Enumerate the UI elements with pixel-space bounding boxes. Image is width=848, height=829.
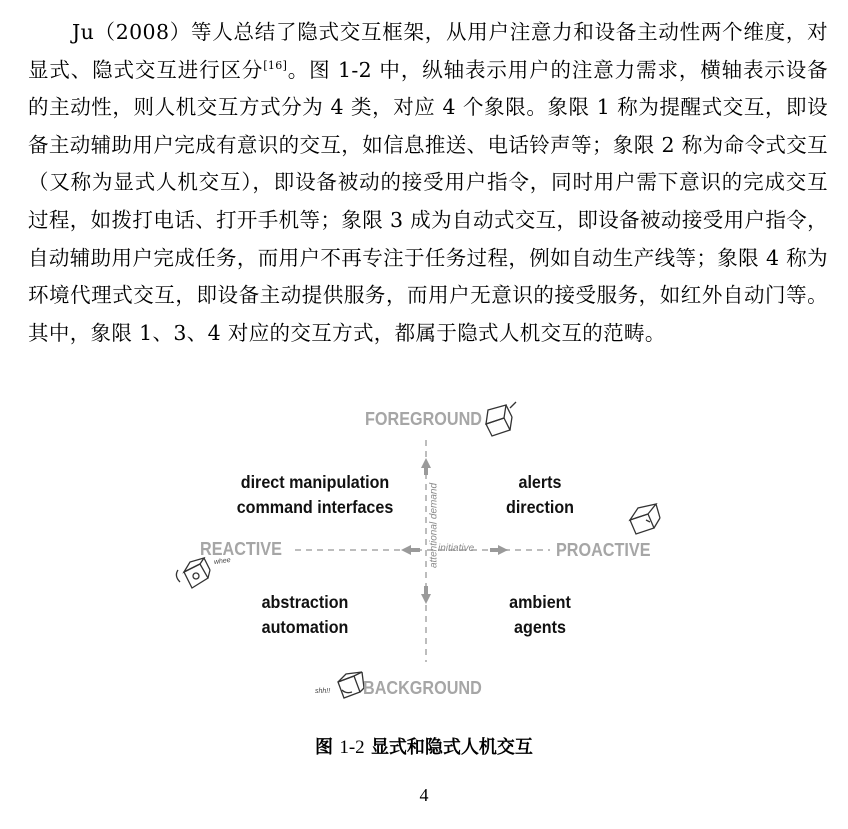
quadrant-top-left [218, 470, 411, 520]
axis-label-proactive: PROACTIVE [556, 540, 651, 560]
initiative-label: initiative [438, 543, 475, 554]
quadrant-top-right-line2: direction [506, 497, 574, 517]
page-number: 4 [419, 785, 429, 805]
quadrant-bottom-right [494, 590, 586, 640]
quadrant-bottom-left-line1: abstraction [261, 592, 349, 612]
arrow-left-icon [401, 545, 411, 555]
background-sketch-text: shh!! [315, 688, 331, 695]
quadrant-bottom-right-line1: ambient [509, 592, 571, 612]
body-paragraph [28, 14, 828, 352]
figure-caption [0, 733, 848, 759]
arrow-up-stem [424, 467, 428, 475]
arrow-right-stem [490, 548, 500, 552]
quadrant-top-right [485, 470, 595, 520]
caption-number: 1-2 [339, 737, 365, 758]
cube-proactive-icon [630, 504, 660, 534]
reactive-sketch-text: whee [213, 556, 232, 567]
axis-label-background: BACKGROUND [363, 678, 482, 698]
cube-reactive-icon [176, 558, 210, 588]
arrow-up-icon [421, 458, 431, 468]
quadrant-bottom-left-line2: automation [261, 617, 349, 637]
quadrant-top-right-line1: alerts [518, 472, 562, 492]
arrow-left-stem [410, 548, 420, 552]
quadrant-top-left-line1: direct manipulation [240, 472, 390, 492]
cube-foreground-icon [486, 402, 516, 436]
axis-label-reactive: REACTIVE [200, 539, 282, 559]
quadrant-top-left-line2: command interfaces [236, 497, 394, 517]
arrow-down-icon [421, 594, 431, 604]
quadrant-bottom-left [245, 590, 365, 640]
caption-title: 显式和隐式人机交互 [370, 737, 533, 758]
paragraph-part-2: 。图 1-2 中，纵轴表示用户的注意力需求，横轴表示设备的主动性，则人机交互方式分为 4 类，对应 4 个象限。象限 1 称为提醒式交互，即设备主动辅助用户完成有意识的交互，如信息推送、电话铃声等；象限 2 称为命令式交互（又称为显式人机交互），即设备被动的接受用户指令，同时用户需下意识的完成交互过程，如拨打电话、打开手机等；象限 3 成为自动式交互，即设备被动接受用户指令，自动辅助用户完成任务，而用户不再专注于任务过程，例如自动生产线等；象限 4 称为环境代理式交互，即设备主动提供服务，而用户无意识的接受服务，如红外自动门等。其中，象限 1、3、4 对应的交互方式，都属于隐式人机交互的范畴。 [28, 57, 829, 345]
citation-ref[interactable]: [16] [263, 58, 288, 72]
attentional-demand-label: attentional demand [428, 482, 440, 569]
cube-background-icon [338, 672, 364, 698]
quadrant-bottom-right-line2: agents [514, 617, 566, 637]
paragraph-part-1: Ju（2008）等人总结了隐式交互框架，从用户注意力和设备主动性两个维度，对显式、隐式交互进行区分 [28, 20, 828, 82]
axis-label-foreground: FOREGROUND [365, 409, 482, 429]
figure-implicit-interaction [170, 400, 690, 720]
arrow-down-stem [424, 586, 428, 594]
caption-label: 图 [315, 737, 334, 758]
